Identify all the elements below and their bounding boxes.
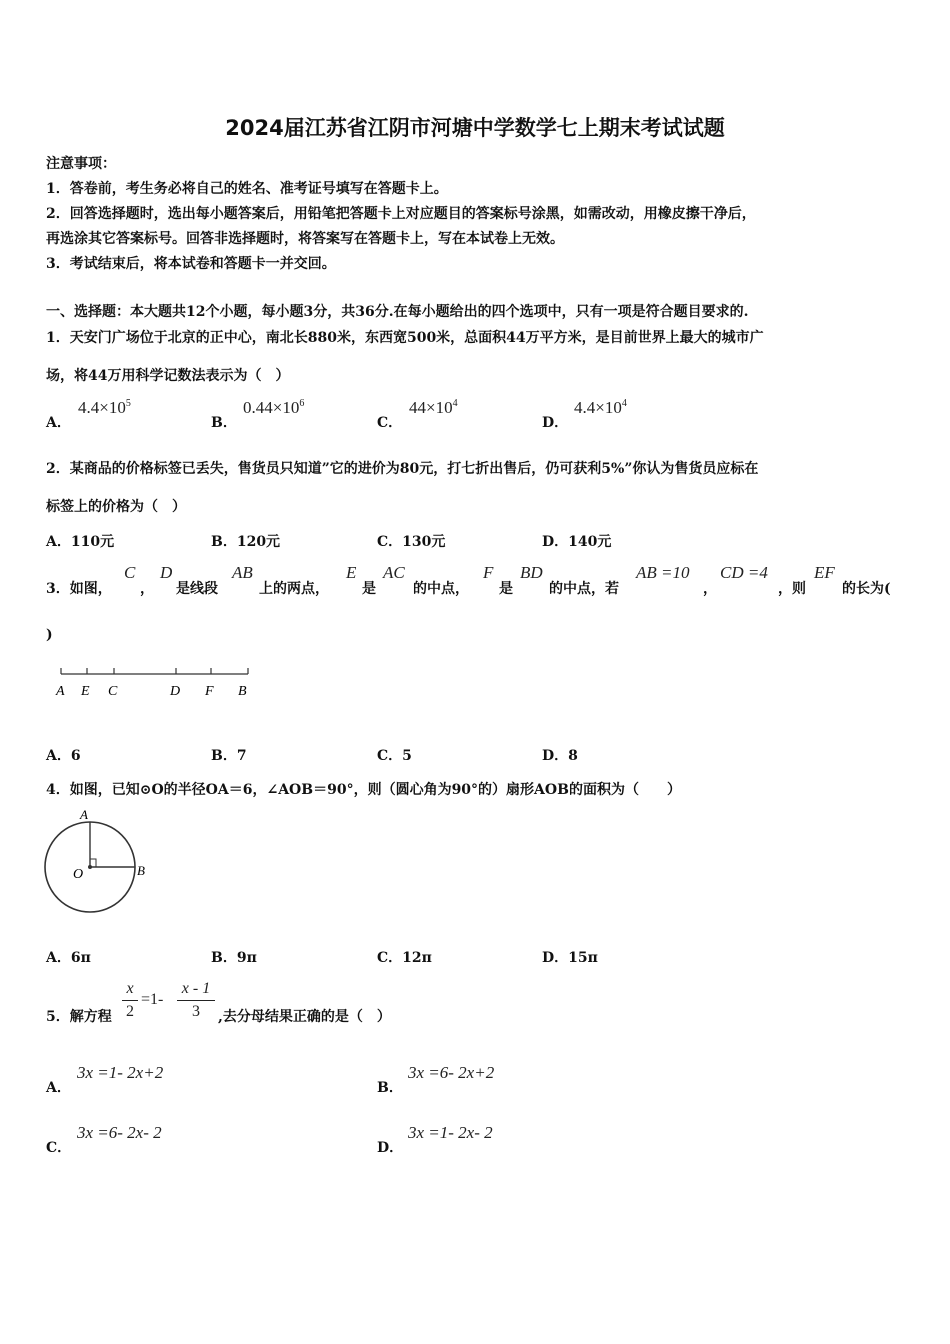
q5-prefix: 5．解方程 [46, 1009, 112, 1025]
q1-option-b-label: B． [211, 415, 237, 431]
q3-var-c: C [124, 563, 136, 582]
q5-frac2-bar [177, 1000, 215, 1001]
q5-frac2-denominator: 3 [192, 1003, 200, 1020]
q4-text: 4．如图，已知⊙O的半径OA＝6，∠AOB＝90°，则（圆心角为90°的）扇形AOB的面积为（ ） [46, 782, 681, 798]
q5-frac1-bar [122, 1000, 138, 1001]
q3-text-6: 是 [499, 581, 513, 597]
q3-text-8: ，则 [778, 581, 806, 597]
q3-option-d: D．8 [542, 748, 578, 764]
section-heading: 一、选择题：本大题共12个小题，每小题3分，共36分.在每小题给出的四个选项中，只有一项是符合题目要求的. [46, 304, 749, 320]
q3-var-ab: AB [232, 563, 253, 582]
point-label-d: D [170, 684, 181, 699]
q3-text-5: 的中点， [413, 581, 469, 597]
q5-option-c-expr: 3x =6- 2x- 2 [77, 1123, 162, 1142]
q4-circle-figure [40, 805, 160, 920]
point-label-f: F [205, 684, 214, 699]
point-label-a: A [80, 807, 88, 822]
q3-var-ef: EF [814, 563, 835, 582]
q5-option-b-label: B． [377, 1080, 403, 1096]
q3-text-9: 的长为( [842, 581, 891, 597]
q5-frac1-denominator: 2 [126, 1003, 134, 1020]
q3-eq-ab: AB =10 [636, 563, 690, 582]
q1-option-b-expr: $0.44\times 10^6$ [243, 398, 305, 417]
note-2b: 再选涂其它答案标号。回答非选择题时，将答案写在答题卡上，写在本试卷上无效。 [46, 231, 564, 247]
q3-var-e: E [346, 563, 357, 582]
q3-option-c: C．5 [377, 748, 412, 764]
q3-text-3: 上的两点， [259, 581, 329, 597]
q5-option-b-expr: 3x =6- 2x+2 [408, 1063, 495, 1082]
q5-option-a-expr: 3x =1- 2x+2 [77, 1063, 164, 1082]
q5-option-c-label: C． [46, 1140, 72, 1156]
q3-close-paren: ) [46, 627, 53, 643]
point-label-b: B [137, 863, 145, 878]
q5-fraction-2 [177, 980, 215, 1021]
q5-equals-one-minus: =1- [141, 991, 164, 1008]
q2-option-a: A．110元 [46, 534, 115, 550]
q3-var-ac: AC [383, 563, 405, 582]
notes-heading: 注意事项： [46, 156, 116, 172]
q4-option-d: D．15π [542, 950, 598, 966]
point-label-o: O [73, 867, 84, 882]
q5-suffix: ,去分母结果正确的是（ ） [218, 1009, 391, 1025]
q2-option-d: D．140元 [542, 534, 612, 550]
q3-option-a: A．6 [46, 748, 81, 764]
q3-line-segment-figure [46, 660, 266, 705]
q3-var-f: F [483, 563, 494, 582]
q5-option-d-expr: 3x =1- 2x- 2 [408, 1123, 493, 1142]
page-title: 2024届江苏省江阴市河塘中学数学七上期末考试试题 [225, 116, 725, 140]
point-label-e: E [81, 684, 90, 699]
q3-eq-cd: CD =4 [720, 563, 768, 582]
q1-option-d-expr: $4.4\times 10^4$ [574, 398, 627, 417]
point-label-c: C [108, 684, 118, 699]
q3-comma-2: ， [703, 581, 717, 597]
q3-text-4: 是 [362, 581, 376, 597]
q3-text-7: 的中点，若 [549, 581, 619, 597]
q2-option-c: C．130元 [377, 534, 446, 550]
note-2a: 2．回答选择题时，选出每小题答案后，用铅笔把答题卡上对应题目的答案标号涂黑，如需改动，用橡皮擦干净后， [46, 206, 756, 222]
q3-option-b: B．7 [211, 748, 247, 764]
point-label-b: B [238, 684, 247, 699]
q5-frac1-numerator: x [126, 980, 134, 997]
q4-option-a: A．6π [46, 950, 91, 966]
q5-option-d-label: D． [377, 1140, 404, 1156]
point-label-a: A [56, 684, 65, 699]
q3-text-2: 是线段 [176, 581, 218, 597]
q3-var-bd: BD [520, 563, 543, 582]
q3-var-d: D [160, 563, 173, 582]
q2-line2: 标签上的价格为（ ） [46, 499, 186, 515]
q2-option-b: B．120元 [211, 534, 281, 550]
q1-option-c-label: C． [377, 415, 403, 431]
q5-option-a-label: A． [46, 1080, 71, 1096]
note-1: 1．答卷前，考生务必将自己的姓名、准考证号填写在答题卡上。 [46, 181, 448, 197]
q5-frac2-numerator: x - 1 [181, 980, 211, 997]
q3-text-1: 3．如图， [46, 581, 112, 597]
q5-fraction-1 [122, 980, 138, 1021]
note-3: 3．考试结束后，将本试卷和答题卡一并交回。 [46, 256, 336, 272]
q1-line2: 场，将44万用科学记数法表示为（ ） [46, 368, 290, 384]
q1-option-d-label: D． [542, 415, 569, 431]
q1-line1: 1．天安门广场位于北京的正中心，南北长880米，东西宽500米，总面积44万平方米，是目前世界上最大的城市广 [46, 330, 764, 346]
q4-option-b: B．9π [211, 950, 257, 966]
q1-option-c-expr: $44\times 10^4$ [409, 398, 458, 417]
q3-comma-1: ， [140, 581, 154, 597]
center-point [88, 865, 92, 869]
q1-option-a-label: A． [46, 415, 71, 431]
q2-line1: 2．某商品的价格标签已丢失，售货员只知道”它的进价为80元，打七折出售后，仍可获利5%”你认为售货员应标在 [46, 461, 759, 477]
q1-option-a-expr: $4.4\times 10^5$ [78, 398, 131, 417]
q4-option-c: C．12π [377, 950, 432, 966]
